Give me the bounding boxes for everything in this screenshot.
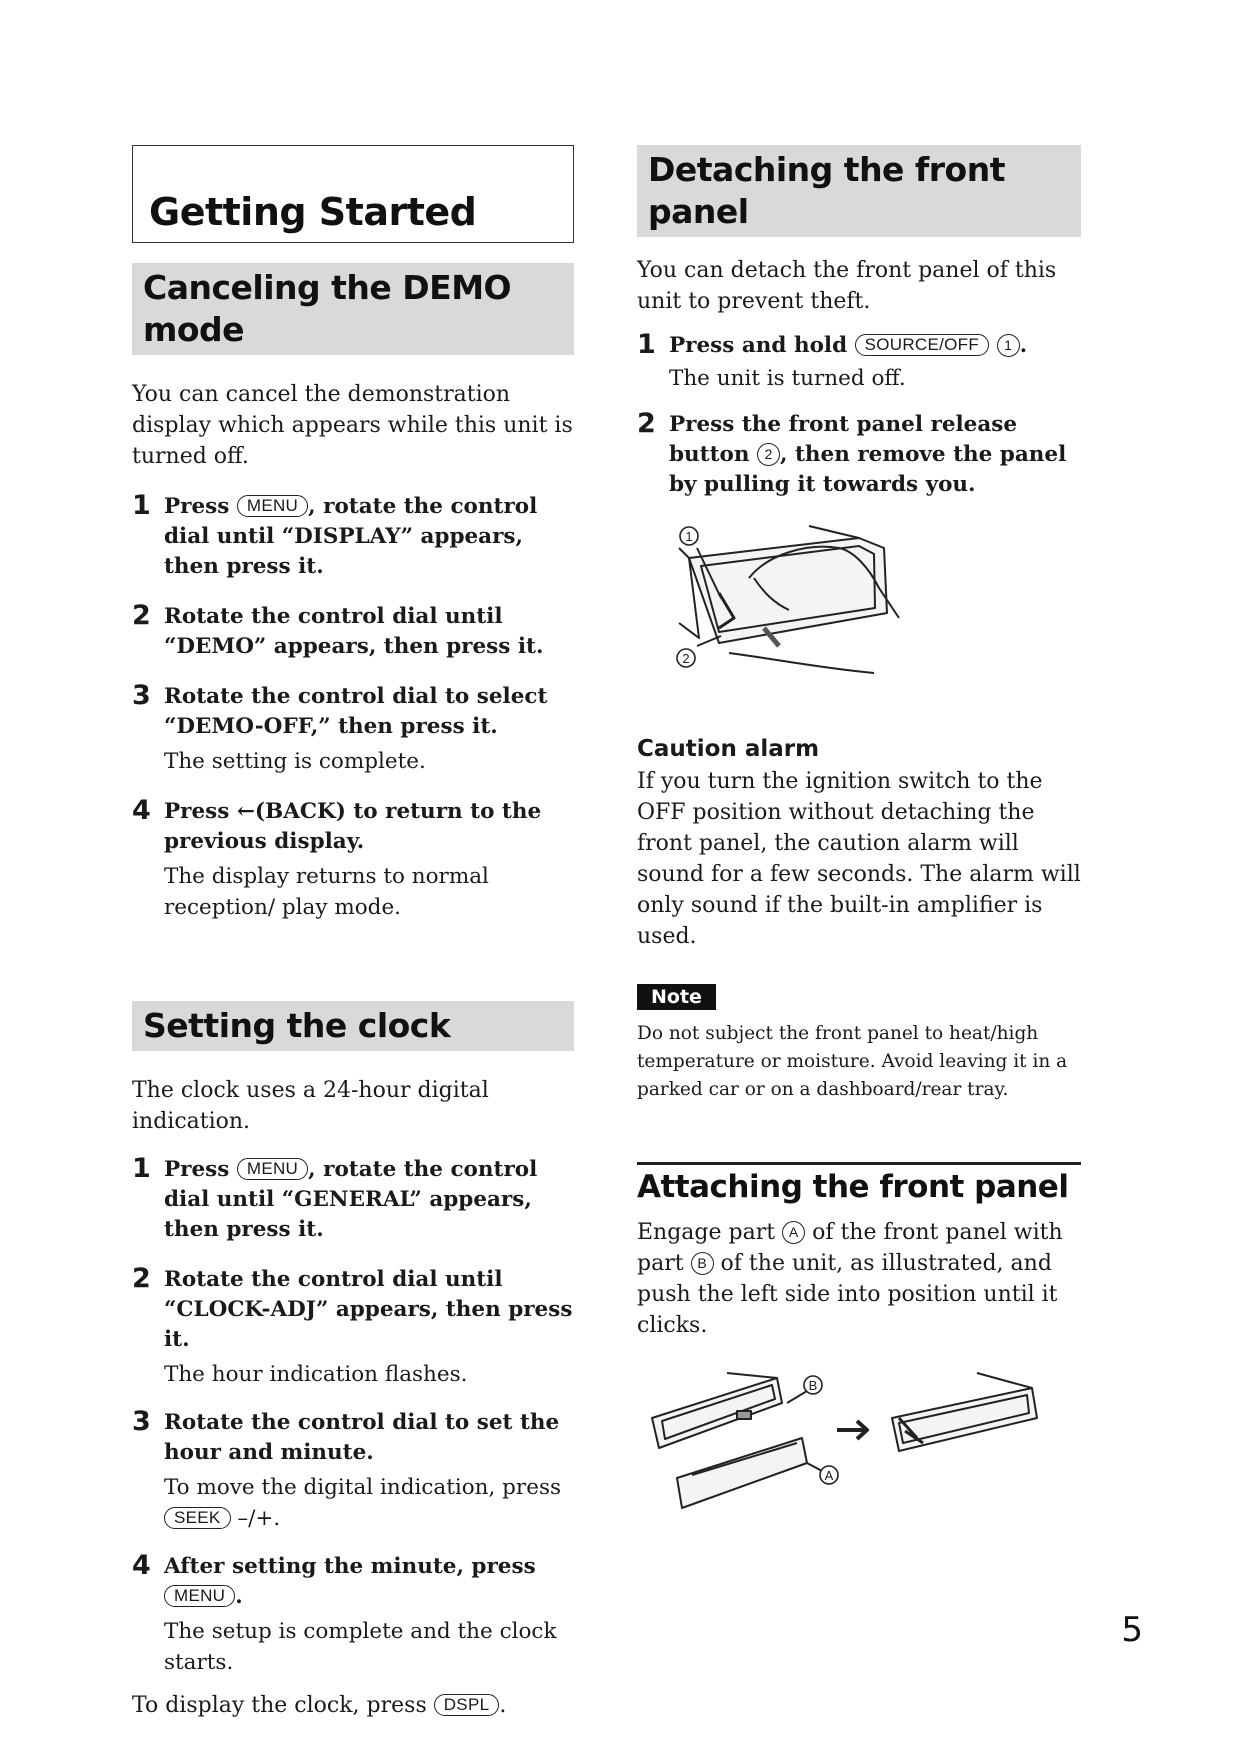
- source-off-key-label: SOURCE/OFF: [855, 334, 989, 356]
- menu-key-label: MENU: [164, 1585, 235, 1607]
- attach-illustration: [637, 1363, 1081, 1523]
- fig-marker-a: A: [824, 1468, 834, 1483]
- demo-step-4: 4 Press ←(BACK) to return to the previous display. The display returns to normal reception/ play mode.: [132, 795, 542, 920]
- fig-marker-b: B: [808, 1378, 818, 1393]
- chapter-box: [132, 145, 574, 243]
- dspl-key-label: DSPL: [434, 1694, 500, 1716]
- clock-footer: To display the clock, press DSPL .: [132, 1693, 507, 1718]
- step-number: 1: [132, 490, 151, 521]
- detach-illustration: [659, 518, 1081, 688]
- left-column: [132, 145, 574, 1721]
- menu-key-label: MENU: [237, 1158, 308, 1180]
- note-block: [637, 984, 1081, 1104]
- clock-section-title: Setting the clock: [132, 1001, 574, 1051]
- clock-intro: The clock uses a 24-hour digital indication.: [132, 1078, 489, 1134]
- clock-step-1: 1 Press MENU , rotate the control dial until “GENERAL” appears, then press it.: [132, 1153, 538, 1242]
- demo-step-3: 3 Rotate the control dial to select “DEMO-OFF,” then press it. The setting is complete.: [132, 680, 548, 774]
- clock-step-4: 4 After setting the minute, press MENU . The setup is complete and the clock starts.: [132, 1550, 557, 1675]
- demo-step-1: 1 Press MENU , rotate the control dial until “DISPLAY” appears, then press it.: [132, 490, 538, 579]
- note-label: Note: [637, 984, 716, 1010]
- attach-section-title: Attaching the front panel: [637, 1162, 1081, 1205]
- caution-title: Caution alarm: [637, 736, 820, 762]
- note-text: Do not subject the front panel to heat/high temperature or moisture. Avoid leaving it in a parked car or on a dashboard/rear tray.: [637, 1023, 1068, 1100]
- attach-figure: [637, 1363, 1077, 1523]
- caution-text: If you turn the ignition switch to the OFF position without detaching the front panel, the caution alarm will sound for a few seconds. The alarm will only sound if the built-in amplifier is used.: [637, 769, 1081, 949]
- detach-figure: [659, 518, 909, 688]
- demo-intro: You can cancel the demonstration display which appears while this unit is turned off.: [132, 382, 573, 469]
- chapter-title: Getting Started: [149, 190, 477, 234]
- fig-marker-2: 2: [682, 651, 690, 666]
- detach-section-title: Detaching the front panel: [637, 145, 1081, 237]
- marker-1: 1: [997, 334, 1020, 357]
- marker-2: 2: [757, 443, 780, 466]
- detach-intro: You can detach the front panel of this unit to prevent theft.: [637, 258, 1057, 314]
- marker-a: A: [782, 1221, 805, 1244]
- menu-key-label: MENU: [237, 495, 308, 517]
- detach-step-2: 2 Press the front panel release button 2 , then remove the panel by pulling it towards you.: [637, 408, 1067, 497]
- fig-marker-1: 1: [685, 529, 693, 544]
- demo-section-title: Canceling the DEMO mode: [132, 263, 574, 355]
- page-number: 5: [1121, 1610, 1143, 1650]
- marker-b: B: [691, 1252, 714, 1275]
- right-column: [637, 145, 1081, 1523]
- seek-key-label: SEEK: [164, 1507, 231, 1529]
- detach-step-1: 1 Press and hold SOURCE/OFF 1 . The unit is turned off.: [637, 329, 1028, 391]
- demo-step-2: 2 Rotate the control dial until “DEMO” appears, then press it.: [132, 600, 544, 659]
- attach-text: Engage part A of the front panel with part B of the unit, as illustrated, and push the left side into position until it clicks.: [637, 1220, 1063, 1338]
- clock-step-2: 2 Rotate the control dial until “CLOCK-ADJ” appears, then press it. The hour indication flashes.: [132, 1263, 573, 1387]
- clock-step-3: 3 Rotate the control dial to set the hour and minute. To move the digital indication, press SEEK –/+.: [132, 1406, 562, 1531]
